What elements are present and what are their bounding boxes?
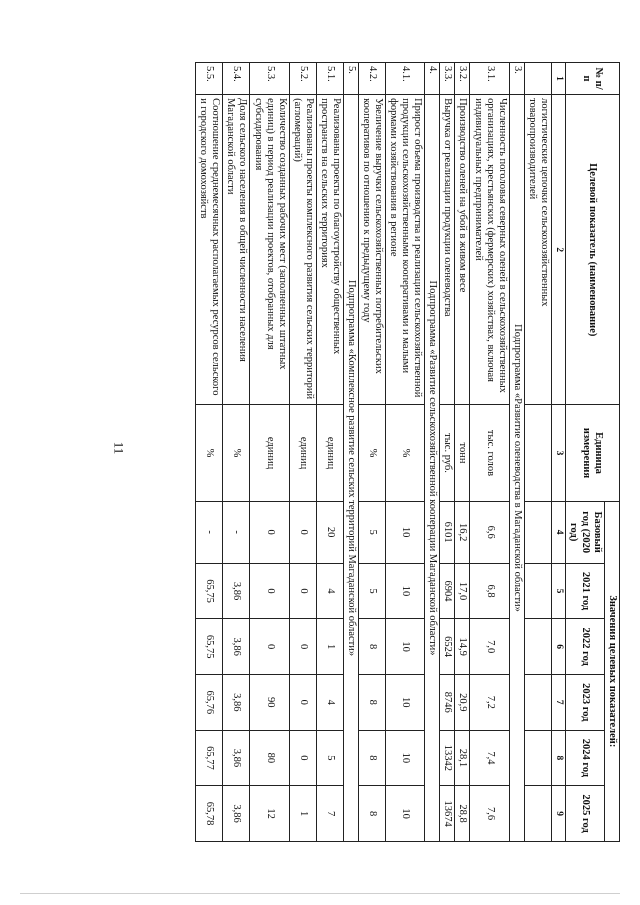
table-body xyxy=(196,63,552,842)
row-name: Производство оленей на убой в живом весе xyxy=(455,95,470,405)
col-number: 1 xyxy=(551,63,565,95)
row-name: Соотношение среднемесячных располагаемых ресурсов сельского и городского домохозяйств xyxy=(196,95,223,405)
row-value: 5 xyxy=(358,501,385,563)
table-row xyxy=(440,63,455,842)
row-value: 28,1 xyxy=(455,730,470,786)
row-value: 0 xyxy=(289,730,316,786)
row-value: 20 xyxy=(316,501,343,563)
row-no: 5.4. xyxy=(223,63,250,95)
row-unit: тыс. руб. xyxy=(440,405,455,501)
row-value: 7,6 xyxy=(470,786,509,842)
row-no: 4. xyxy=(425,63,440,95)
scan-edge-line xyxy=(20,893,620,894)
row-value: 7 xyxy=(316,786,343,842)
row-value: 5 xyxy=(358,563,385,619)
empty-cell xyxy=(524,786,551,842)
row-value: 65,75 xyxy=(196,563,223,619)
subprogram-title: Подпрограмма «Развитие сельскохозяйственной кооперации Магаданской области» xyxy=(425,95,440,842)
row-no: 5.1. xyxy=(316,63,343,95)
empty-cell xyxy=(524,405,551,501)
row-value: 10 xyxy=(386,730,425,786)
row-value: 4 xyxy=(316,563,343,619)
header-2021: 2021 год xyxy=(565,563,604,619)
rotated-page xyxy=(120,62,620,842)
header-values-group: Значения целевых показателей: xyxy=(604,501,619,841)
header-name: Целевой показатель (наименование) xyxy=(565,95,619,405)
header-no: № п/п xyxy=(565,63,619,95)
row-value: 3,86 xyxy=(223,786,250,842)
row-value: 8 xyxy=(358,786,385,842)
subprogram-title: Подпрограмма «Комплексное развитие сельских территорий Магаданской области» xyxy=(343,95,358,842)
row-no: 5.3. xyxy=(250,63,289,95)
row-name: Реализованы проекты комплексного развития сельских территорий (агломераций) xyxy=(289,95,316,405)
header-2023: 2023 год xyxy=(565,674,604,730)
row-unit: % xyxy=(196,405,223,501)
column-numbers-row xyxy=(551,63,565,842)
row-value: 6,8 xyxy=(470,563,509,619)
row-value: 1 xyxy=(316,619,343,675)
empty-cell xyxy=(524,563,551,619)
row-unit: % xyxy=(223,405,250,501)
row-value: 65,77 xyxy=(196,730,223,786)
row-value: 12 xyxy=(250,786,289,842)
indicators-table xyxy=(195,62,620,842)
header-unit: Единица измерения xyxy=(565,405,619,501)
empty-cell xyxy=(524,674,551,730)
row-unit: тонн xyxy=(455,405,470,501)
row-value: 3,86 xyxy=(223,730,250,786)
table-row xyxy=(455,63,470,842)
row-value: 0 xyxy=(250,619,289,675)
table-row xyxy=(386,63,425,842)
table-row xyxy=(358,63,385,842)
row-value: 7,4 xyxy=(470,730,509,786)
table-row xyxy=(196,63,223,842)
table-row xyxy=(289,63,316,842)
row-value: 8 xyxy=(358,730,385,786)
row-value: 7,2 xyxy=(470,674,509,730)
col-number: 5 xyxy=(551,563,565,619)
table-row xyxy=(470,63,509,842)
row-value: 0 xyxy=(289,501,316,563)
row-value: 8 xyxy=(358,619,385,675)
row-no: 5.2. xyxy=(289,63,316,95)
row-no: 4.2. xyxy=(358,63,385,95)
row-value: 20,9 xyxy=(455,674,470,730)
row-name: Численность поголовья северных оленей в сельскохозяйственных организациях, крестьянских (фермерских) хозяйствах, включая индивидуальных предпринимателей xyxy=(470,95,509,405)
row-value: 7,0 xyxy=(470,619,509,675)
row-no: 3.1. xyxy=(470,63,509,95)
table-row-subprogram xyxy=(343,63,358,842)
header-base-year: Базовый год (2020 год) xyxy=(565,501,604,563)
row-value: 10 xyxy=(386,786,425,842)
page-number: 11 xyxy=(111,441,127,455)
row-value: 6904 xyxy=(440,563,455,619)
row-unit: тыс. голов xyxy=(470,405,509,501)
col-number: 8 xyxy=(551,730,565,786)
row-no: 3.3. xyxy=(440,63,455,95)
row-value: 10 xyxy=(386,619,425,675)
row-unit: единиц xyxy=(250,405,289,501)
row-no: 3. xyxy=(509,63,524,95)
row-value: 3,86 xyxy=(223,674,250,730)
row-value: 16,2 xyxy=(455,501,470,563)
row-value: 10 xyxy=(386,674,425,730)
row-name: логистические цепочки сельскохозяйственных товаропроизводителей xyxy=(524,95,551,405)
row-name: Реализованы проекты по благоустройству общественных пространств на сельских территориях xyxy=(316,95,343,405)
row-value: 65,76 xyxy=(196,674,223,730)
row-value: 3,86 xyxy=(223,563,250,619)
row-value: 65,78 xyxy=(196,786,223,842)
header-2022: 2022 год xyxy=(565,619,604,675)
table-row-subprogram xyxy=(425,63,440,842)
table-row xyxy=(316,63,343,842)
row-value: 6524 xyxy=(440,619,455,675)
row-value: 90 xyxy=(250,674,289,730)
row-no: 3.2. xyxy=(455,63,470,95)
row-value: 80 xyxy=(250,730,289,786)
col-number: 2 xyxy=(551,95,565,405)
row-name: Количество созданных рабочих мест (заполненных штатных единиц) в период реализации проектов, отобранных для субсидирования xyxy=(250,95,289,405)
row-value: 4 xyxy=(316,674,343,730)
subprogram-title: Подпрограмма «Развитие оленеводства в Магаданской области» xyxy=(509,95,524,842)
col-number: 3 xyxy=(551,405,565,501)
row-no: 4.1. xyxy=(386,63,425,95)
row-value: 28,8 xyxy=(455,786,470,842)
row-value: 3,86 xyxy=(223,619,250,675)
table-row-subprogram xyxy=(509,63,524,842)
row-value: 65,75 xyxy=(196,619,223,675)
row-unit: % xyxy=(386,405,425,501)
empty-cell xyxy=(524,730,551,786)
row-value: 0 xyxy=(250,563,289,619)
row-value: 13674 xyxy=(440,786,455,842)
header-2024: 2024 год xyxy=(565,730,604,786)
col-number: 9 xyxy=(551,786,565,842)
row-name: Выручка от реализации продукции оленеводства xyxy=(440,95,455,405)
row-unit: единиц xyxy=(289,405,316,501)
row-value: 8 xyxy=(358,674,385,730)
row-value: 8746 xyxy=(440,674,455,730)
row-value: - xyxy=(196,501,223,563)
col-number: 4 xyxy=(551,501,565,563)
row-value: 1 xyxy=(289,786,316,842)
row-unit: единиц xyxy=(316,405,343,501)
row-value: 17,0 xyxy=(455,563,470,619)
empty-cell xyxy=(524,501,551,563)
table-row-continuation xyxy=(524,63,551,842)
row-value: 14,9 xyxy=(455,619,470,675)
row-no-cell xyxy=(524,63,551,95)
row-name: Увеличение выручки сельскохозяйственных потребительских кооперативов по отношению к предыдущему году xyxy=(358,95,385,405)
row-no: 5. xyxy=(343,63,358,95)
col-number: 7 xyxy=(551,674,565,730)
row-value: 0 xyxy=(289,563,316,619)
header-2025: 2025 год xyxy=(565,786,604,842)
table-row xyxy=(250,63,289,842)
row-no: 5.5. xyxy=(196,63,223,95)
col-number: 6 xyxy=(551,619,565,675)
row-value: 10 xyxy=(386,563,425,619)
row-value: 6101 xyxy=(440,501,455,563)
row-value: - xyxy=(223,501,250,563)
row-value: 0 xyxy=(289,619,316,675)
row-value: 13342 xyxy=(440,730,455,786)
row-unit: % xyxy=(358,405,385,501)
row-value: 6,6 xyxy=(470,501,509,563)
empty-cell xyxy=(524,619,551,675)
table-row xyxy=(223,63,250,842)
row-name: Доля сельского населения в общей численности населения Магаданской области xyxy=(223,95,250,405)
row-value: 0 xyxy=(250,501,289,563)
row-name: Прирост объема производства и реализации сельскохозяйственной продукции сельскохозяйственными кооперативами и малыми формами хозяйствования в регионе xyxy=(386,95,425,405)
row-value: 0 xyxy=(289,674,316,730)
row-value: 10 xyxy=(386,501,425,563)
row-value: 5 xyxy=(316,730,343,786)
